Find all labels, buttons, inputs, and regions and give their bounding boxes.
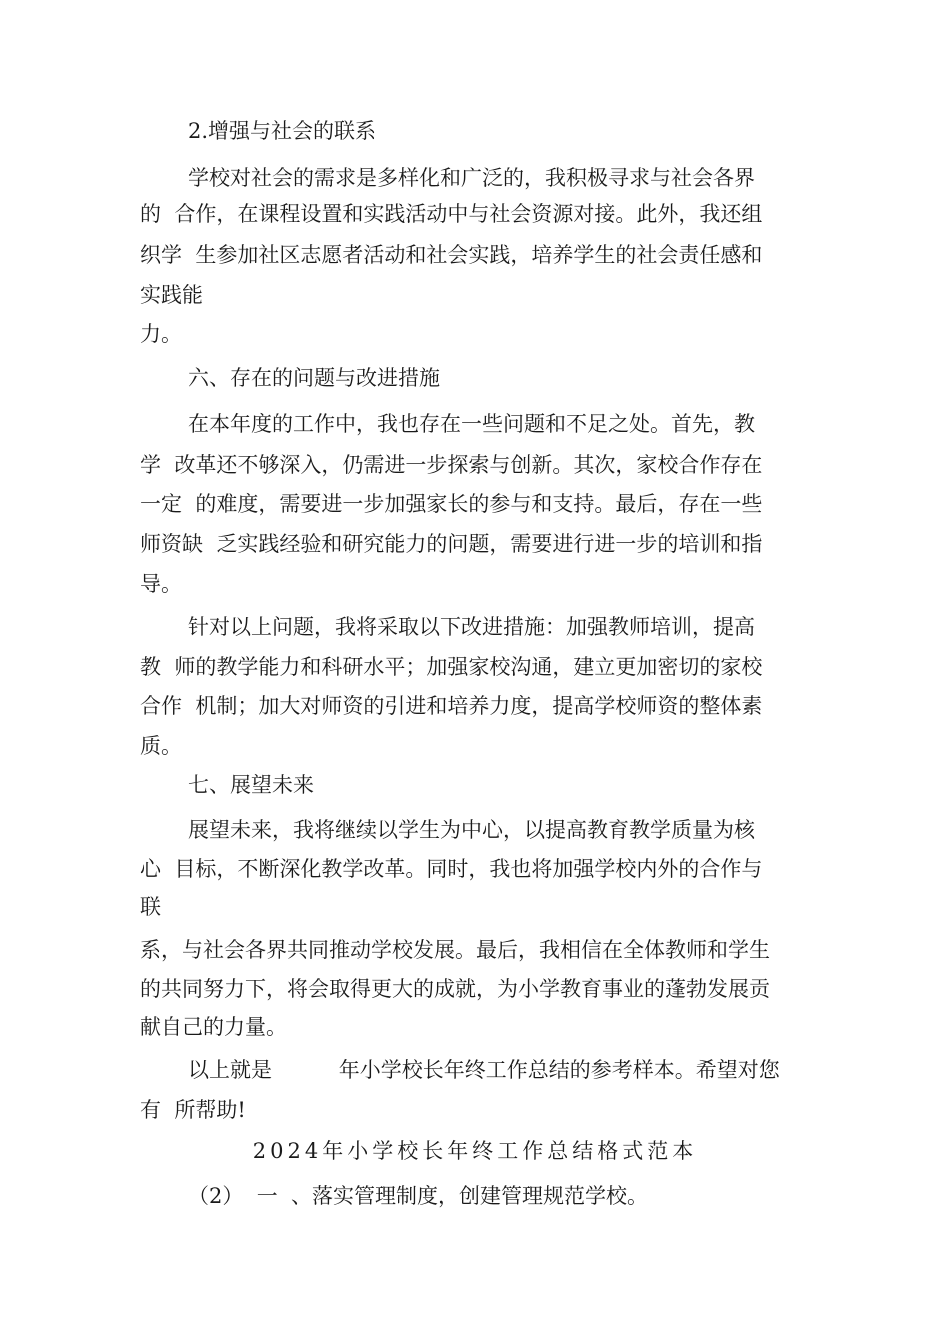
document-title: 2024年小学校长年终工作总结格式范本 xyxy=(252,1139,698,1163)
paragraph-line: 学校对社会的需求是多样化和广泛的，我积极寻求与社会各界 xyxy=(188,166,755,190)
paragraph-line: 展望未来，我将继续以学生为中心，以提高教育教学质量为核 xyxy=(188,818,755,842)
paragraph-line: 的 合作，在课程设置和实践活动中与社会资源对接。此外，我还组 xyxy=(140,202,763,226)
paragraph-line: 针对以上问题，我将采取以下改进措施：加强教师培训，提高 xyxy=(188,615,755,639)
section-heading: 2.增强与社会的联系 xyxy=(188,119,377,143)
paragraph-line: 合作 机制；加大对师资的引进和培养力度，提高学校师资的整体素 xyxy=(140,694,763,718)
paragraph-line: 学 改革还不够深入，仍需进一步探索与创新。其次，家校合作存在 xyxy=(140,453,763,477)
section-heading: 六、存在的问题与改进措施 xyxy=(188,366,440,390)
paragraph-line: 的共同努力下，将会取得更大的成就，为小学教育事业的蓬勃发展贡 xyxy=(140,977,770,1001)
paragraph-line: 实践能 xyxy=(140,283,203,307)
paragraph-line: 师资缺 乏实践经验和研究能力的问题，需要进行进一步的培训和指 xyxy=(140,532,763,556)
paragraph-line: 心 目标，不断深化教学改革。同时，我也将加强学校内外的合作与 xyxy=(140,857,763,881)
paragraph-line: 织学 生参加社区志愿者活动和社会实践，培养学生的社会责任感和 xyxy=(140,243,763,267)
section-heading: 七、展望未来 xyxy=(188,773,314,797)
paragraph-line: 导。 xyxy=(140,572,182,596)
paragraph-line: 质。 xyxy=(140,734,182,758)
paragraph-line: 以上就是 年小学校长年终工作总结的参考样本。希望对您 xyxy=(188,1058,780,1082)
paragraph-line: 联 xyxy=(140,895,161,919)
paragraph-line: 在本年度的工作中，我也存在一些问题和不足之处。首先，教 xyxy=(188,412,755,436)
paragraph-line: 系，与社会各界共同推动学校发展。最后，我相信在全体教师和学生 xyxy=(140,938,770,962)
paragraph-line: 有 所帮助! xyxy=(140,1098,246,1122)
paragraph-line: 献自己的力量。 xyxy=(140,1015,287,1039)
paragraph-line: （2） 一 、落实管理制度，创建管理规范学校。 xyxy=(188,1184,649,1208)
paragraph-line: 一定 的难度，需要进一步加强家长的参与和支持。最后，存在一些 xyxy=(140,492,763,516)
paragraph-line: 教 师的教学能力和科研水平；加强家校沟通，建立更加密切的家校 xyxy=(140,655,763,679)
paragraph-line: 力。 xyxy=(140,322,182,346)
